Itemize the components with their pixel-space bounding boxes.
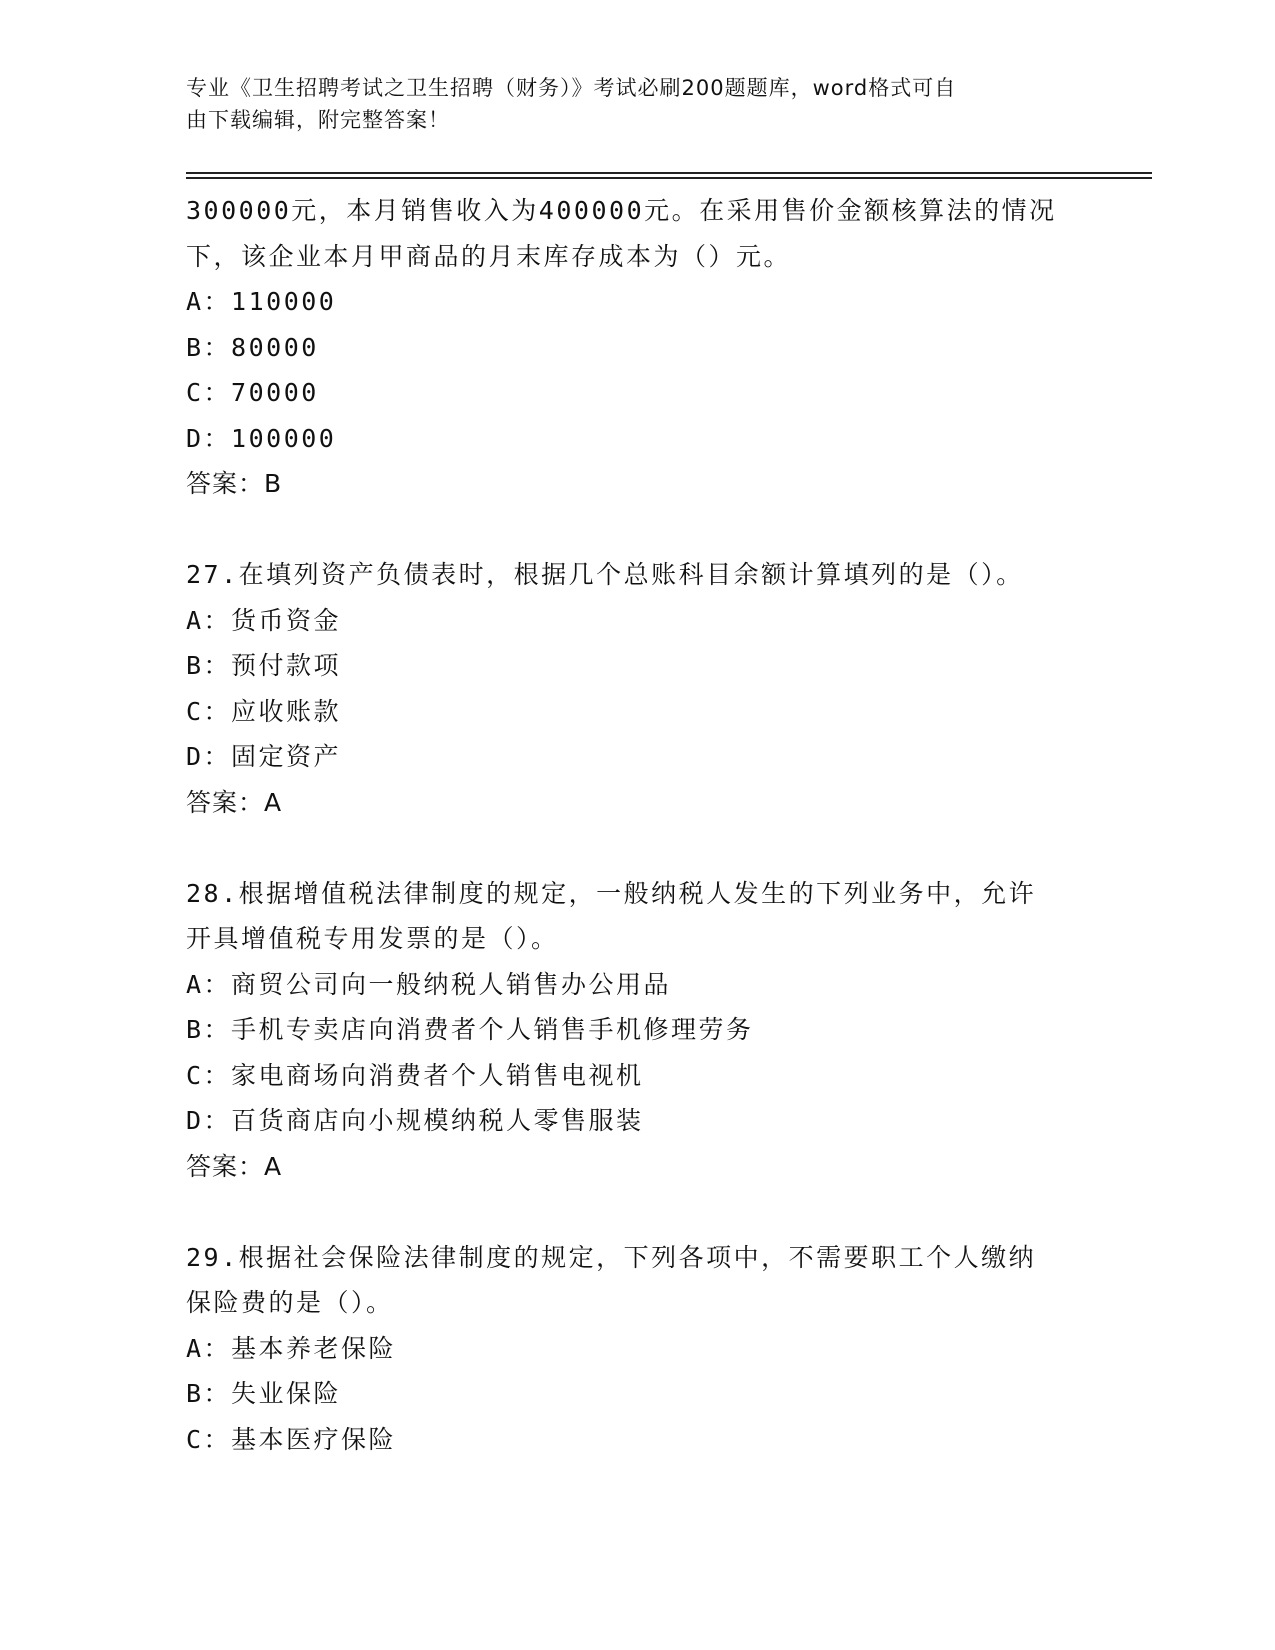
option-d: D：固定资产 — [186, 742, 342, 771]
option-c: C：家电商场向消费者个人销售电视机 — [186, 1060, 644, 1090]
question-27 — [186, 552, 1086, 825]
option-c: C：基本医疗保险 — [186, 1424, 397, 1454]
option-c: C：70000 — [186, 378, 319, 407]
option-b: B：80000 — [186, 332, 319, 362]
question-stem-line: 28.根据增值税法律制度的规定，一般纳税人发生的下列业务中，允许 — [186, 878, 1037, 908]
document-header — [186, 72, 1066, 136]
answer-line: 答案：A — [186, 1151, 283, 1181]
option-a: A：基本养老保险 — [186, 1333, 397, 1363]
answer-line: 答案：B — [186, 469, 283, 498]
question-stem-line: 开具增值税专用发票的是（）。 — [186, 924, 559, 953]
answer-line: 答案：A — [186, 787, 283, 817]
option-a: A：110000 — [186, 287, 337, 316]
question-stem-line: 保险费的是（）。 — [186, 1288, 394, 1317]
option-b: B：预付款项 — [186, 651, 342, 680]
question-28 — [186, 871, 1086, 1190]
option-d: D：百货商店向小规模纳税人零售服装 — [186, 1106, 644, 1135]
header-rule-top — [186, 172, 1152, 174]
header-line-2: 由下载编辑，附完整答案！ — [186, 108, 450, 132]
option-a: A：商贸公司向一般纳税人销售办公用品 — [186, 969, 672, 999]
question-stem-line: 300000元，本月销售收入为400000元。在采用售价金额核算法的情况 — [186, 196, 1057, 225]
header-line-1: 专业《卫生招聘考试之卫生招聘（财务）》考试必刷200题题库，word格式可自 — [186, 76, 957, 100]
option-a: A：货币资金 — [186, 605, 342, 635]
question-stem-line: 29.根据社会保险法律制度的规定，下列各项中，不需要职工个人缴纳 — [186, 1242, 1037, 1272]
option-c: C：应收账款 — [186, 696, 342, 726]
question-list — [186, 188, 1086, 1462]
question-29 — [186, 1235, 1086, 1463]
header-rule-bottom — [186, 177, 1152, 179]
question-stem-line: 下，该企业本月甲商品的月末库存成本为（）元。 — [186, 241, 792, 271]
option-b: B：手机专卖店向消费者个人销售手机修理劳务 — [186, 1015, 754, 1044]
option-d: D：100000 — [186, 423, 337, 453]
option-b: B：失业保险 — [186, 1379, 342, 1408]
question-continued — [186, 188, 1086, 507]
question-stem-line: 27.在填列资产负债表时，根据几个总账科目余额计算填列的是（）。 — [186, 560, 1024, 589]
